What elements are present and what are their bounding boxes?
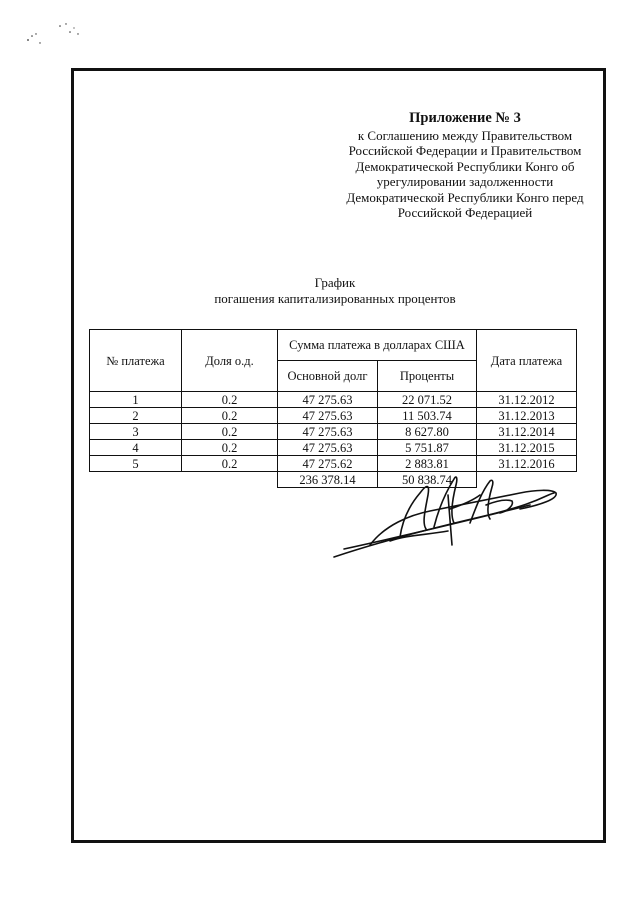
header-principal: Основной долг	[278, 361, 378, 392]
cell-interest: 11 503.74	[378, 408, 477, 424]
cell-no: 3	[90, 424, 182, 440]
cell-share: 0.2	[182, 456, 278, 472]
table-row	[90, 440, 577, 456]
cell-date: 31.12.2014	[477, 424, 577, 440]
cell-no: 5	[90, 456, 182, 472]
cell-date: 31.12.2013	[477, 408, 577, 424]
cell-principal: 47 275.62	[278, 456, 378, 472]
cell-date: 31.12.2015	[477, 440, 577, 456]
appendix-line: Демократической Республики Конго перед	[346, 189, 584, 205]
appendix-title: Приложение № 3	[409, 110, 521, 126]
header-interest: Проценты	[378, 361, 477, 392]
header-payment-no: № платежа	[90, 330, 182, 392]
cell-date: 31.12.2012	[477, 392, 577, 408]
cell-share: 0.2	[182, 440, 278, 456]
schedule-title: График	[314, 275, 356, 290]
cell-date: 31.12.2016	[477, 456, 577, 472]
cell-interest: 5 751.87	[378, 440, 477, 456]
table-row	[90, 408, 577, 424]
schedule-heading	[180, 275, 490, 307]
cell-interest: 2 883.81	[378, 456, 477, 472]
table-row	[90, 392, 577, 408]
table-row	[90, 424, 577, 440]
cell-principal: 47 275.63	[278, 392, 378, 408]
cell-principal: 47 275.63	[278, 424, 378, 440]
cell-no: 1	[90, 392, 182, 408]
cell-no: 2	[90, 408, 182, 424]
header-date: Дата платежа	[477, 330, 577, 392]
cell-share: 0.2	[182, 392, 278, 408]
appendix-block	[340, 111, 590, 221]
appendix-line: Российской Федерацией	[397, 205, 533, 220]
total-principal: 236 378.14	[278, 472, 378, 488]
cell-interest: 22 071.52	[378, 392, 477, 408]
header-amount-group: Сумма платежа в долларах США	[278, 330, 477, 361]
appendix-line: урегулировании задолженности	[376, 174, 554, 189]
cell-no: 4	[90, 440, 182, 456]
schedule-subtitle: погашения капитализированных процентов	[214, 291, 456, 306]
cell-interest: 8 627.80	[378, 424, 477, 440]
appendix-line: Российской Федерации и Правительством	[348, 143, 582, 158]
scan-specks	[22, 18, 82, 48]
appendix-line: Демократической Республики Конго об	[355, 158, 575, 174]
cell-principal: 47 275.63	[278, 440, 378, 456]
total-interest: 50 838.74	[378, 472, 477, 488]
appendix-line: к Соглашению между Правительством	[357, 127, 573, 143]
cell-principal: 47 275.63	[278, 408, 378, 424]
header-share: Доля о.д.	[182, 330, 278, 392]
signature	[330, 465, 560, 565]
cell-share: 0.2	[182, 408, 278, 424]
cell-share: 0.2	[182, 424, 278, 440]
